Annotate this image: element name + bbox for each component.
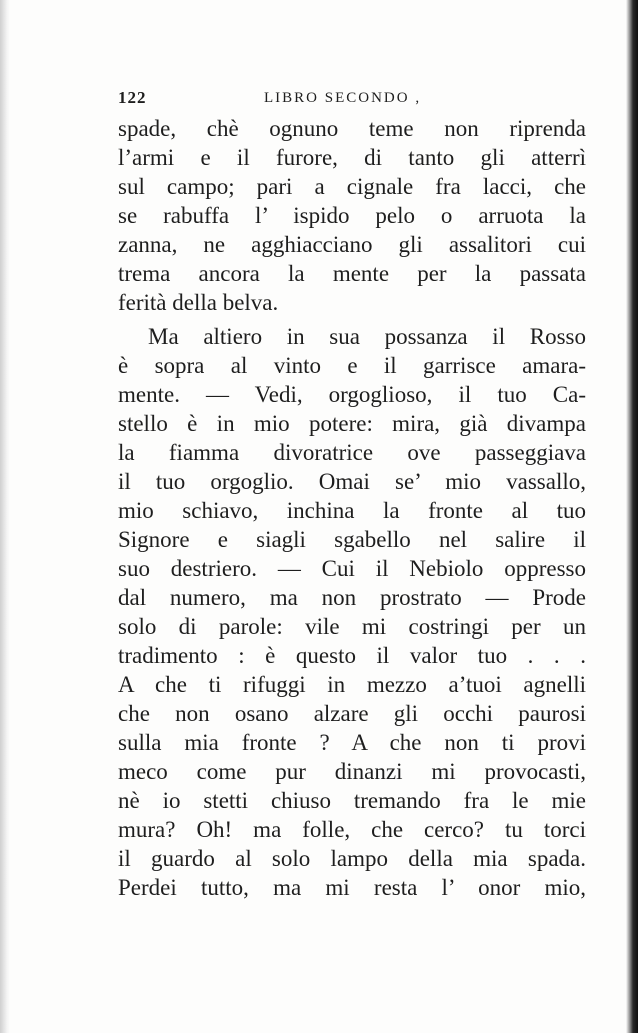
text-line: dal numero, ma non prostrato — Prode bbox=[118, 585, 586, 610]
text-line: mio schiavo, inchina la fronte al tuo bbox=[118, 498, 586, 523]
text-line: sulla mia fronte ? A che non ti provi bbox=[118, 730, 586, 755]
text-line: mura? Oh! ma folle, che cerco? tu torci bbox=[118, 817, 586, 842]
text-line: Ma altiero in sua possanza il Rosso bbox=[148, 324, 586, 349]
text-line: zanna, ne agghiacciano gli assalitori cui bbox=[118, 232, 586, 257]
page-right-edge bbox=[626, 0, 638, 1033]
running-head: LIBRO SECONDO , bbox=[264, 90, 422, 106]
text-line: il tuo orgoglio. Omai se’ mio vassallo, bbox=[118, 469, 586, 494]
paragraph bbox=[118, 114, 586, 317]
text-line: ferità della belva. bbox=[118, 290, 279, 315]
text-line: trema ancora la mente per la passata bbox=[118, 261, 586, 286]
text-line: mente. — Vedi, orgoglioso, il tuo Ca- bbox=[118, 382, 586, 407]
text-line: stello è in mio potere: mira, già divampa bbox=[118, 411, 586, 436]
text-line: meco come pur dinanzi mi provocasti, bbox=[118, 759, 586, 784]
text-line: se rabuffa l’ ispido pelo o arruota la bbox=[118, 203, 586, 228]
body-text bbox=[118, 114, 586, 902]
page-number: 122 bbox=[118, 88, 147, 107]
text-line: Signore e siagli sgabello nel salire il bbox=[118, 527, 586, 552]
text-line: la fiamma divoratrice ove passeggiava bbox=[118, 440, 586, 465]
text-line: solo di parole: vile mi costringi per un bbox=[118, 614, 586, 639]
text-line: sul campo; pari a cignale fra lacci, che bbox=[118, 174, 586, 199]
page-header bbox=[118, 88, 586, 112]
text-line: Perdei tutto, ma mi resta l’ onor mio, bbox=[118, 875, 586, 900]
text-line: nè io stetti chiuso tremando fra le mie bbox=[118, 788, 586, 813]
text-line: suo destriero. — Cui il Nebiolo oppresso bbox=[118, 556, 586, 581]
paragraph bbox=[118, 322, 586, 902]
text-line: è sopra al vinto e il garrisce amara- bbox=[118, 353, 586, 378]
text-line: che non osano alzare gli occhi paurosi bbox=[118, 701, 586, 726]
text-line: A che ti rifuggi in mezzo a’tuoi agnelli bbox=[118, 672, 586, 697]
page-left-edge bbox=[0, 0, 10, 1033]
text-line: tradimento : è questo il valor tuo . . . bbox=[118, 643, 586, 668]
text-line: l’armi e il furore, di tanto gli atterrì bbox=[118, 145, 586, 170]
text-line: il guardo al solo lampo della mia spada. bbox=[118, 846, 586, 871]
text-line: spade, chè ognuno teme non riprenda bbox=[118, 116, 586, 141]
